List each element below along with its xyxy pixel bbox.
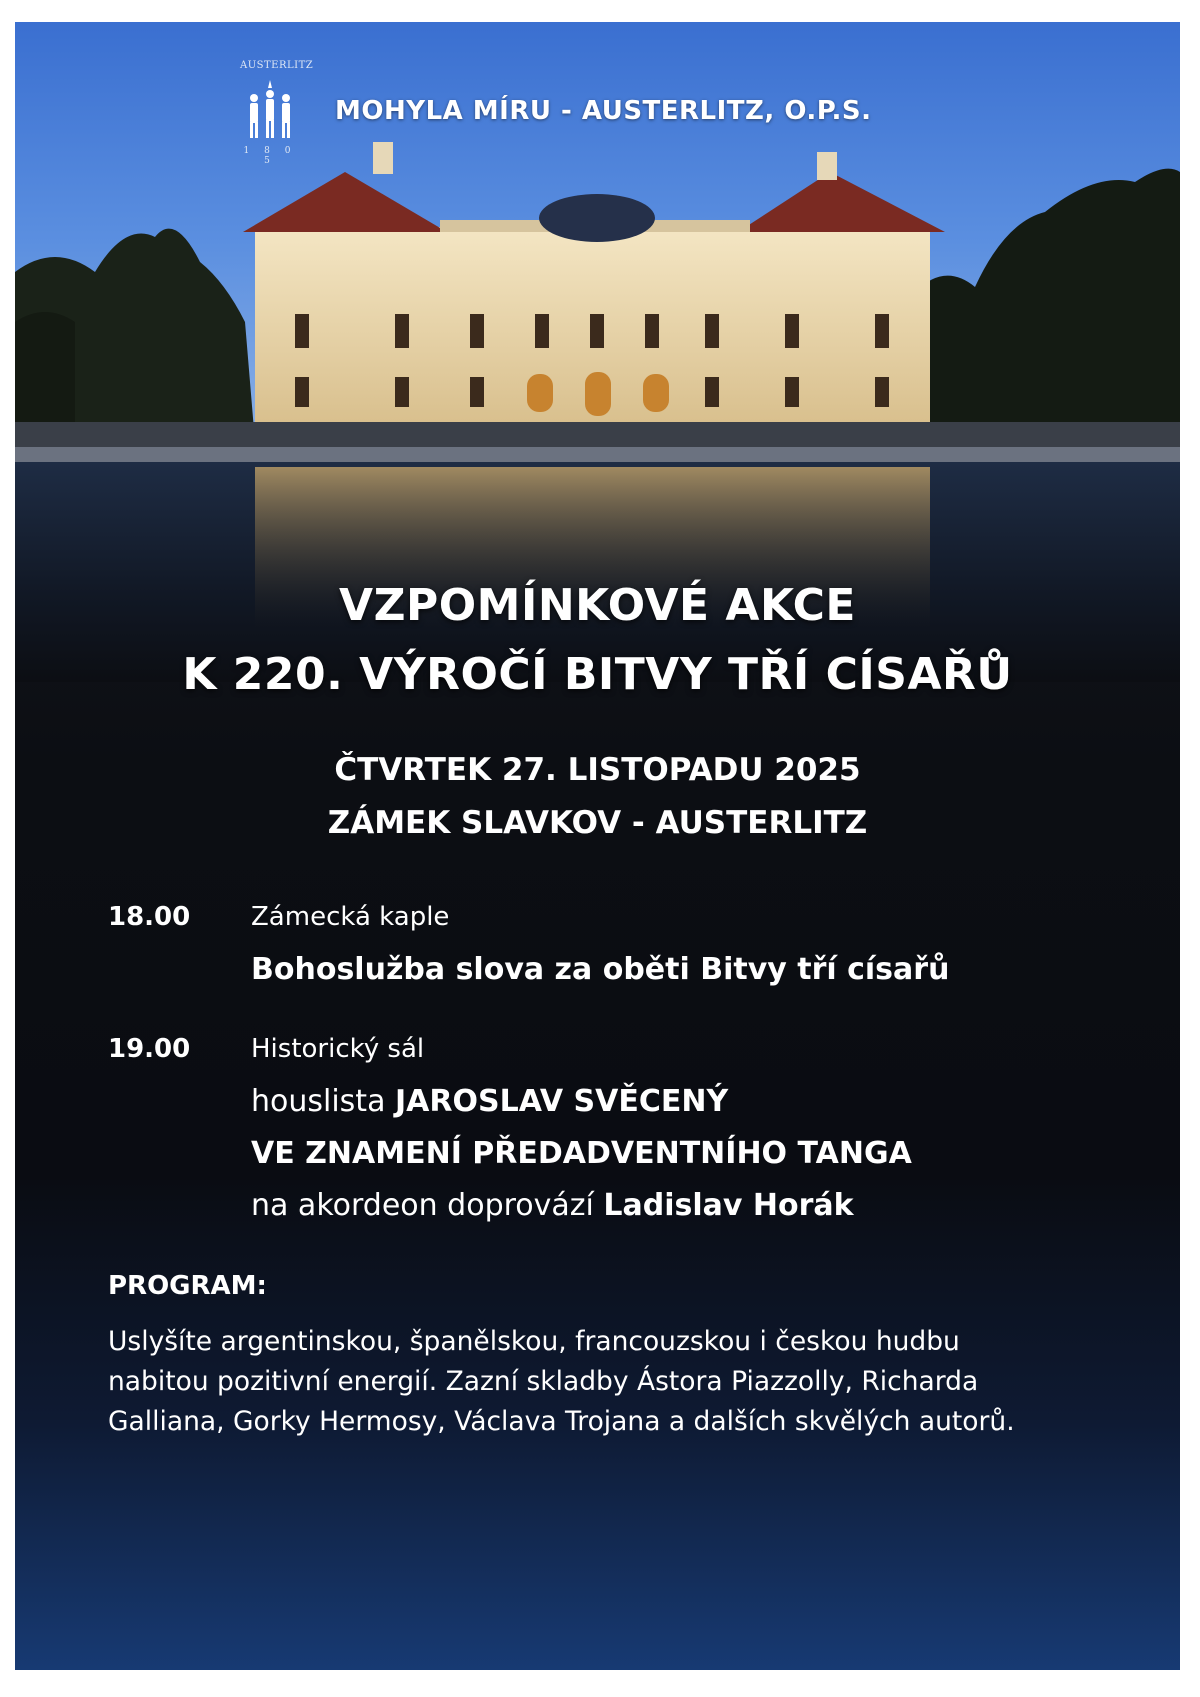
- soldiers-icon: [240, 76, 300, 146]
- event-2-accompaniment: [251, 1188, 854, 1223]
- event-2-concert-title: VE ZNAMENÍ PŘEDADVENTNÍHO TANGA: [251, 1136, 912, 1171]
- program-text: Uslyšíte argentinskou, španělskou, francouzskou i českou hudbu nabitou pozitivní energií. Zazní skladby Ástora Piazzolly, Richarda Galliana, Gorky Hermosy, Václava Trojana a dalších skvělých autorů.: [108, 1326, 1015, 1437]
- event-1-time: 18.00: [108, 902, 191, 932]
- title-line-2: K 220. VÝROČÍ BITVY TŘÍ CÍSAŘŮ: [182, 649, 1013, 700]
- event-2-venue: Historický sál: [251, 1034, 425, 1064]
- event-1-description: Bohoslužba slova za oběti Bitvy tří císařů: [251, 952, 950, 987]
- performer-name: JAROSLAV SVĚCENÝ: [395, 1084, 729, 1119]
- poster: [15, 22, 1180, 1670]
- performer-prefix: houslista: [251, 1084, 395, 1119]
- accompaniment-name: Ladislav Horák: [603, 1188, 854, 1223]
- austerlitz-logo: [240, 60, 314, 166]
- event-date: ČTVRTEK 27. LISTOPADU 2025: [334, 752, 861, 788]
- logo-brand-text: AUSTERLITZ: [240, 60, 314, 71]
- event-2-time: 19.00: [108, 1034, 191, 1064]
- event-1-venue: Zámecká kaple: [251, 902, 450, 932]
- event-2-performer: [251, 1084, 728, 1119]
- accompaniment-prefix: na akordeon doprovází: [251, 1188, 604, 1223]
- organization-name: MOHYLA MÍRU - AUSTERLITZ, O.P.S.: [335, 96, 872, 126]
- program-heading: PROGRAM:: [108, 1271, 267, 1301]
- title-line-1: VZPOMÍNKOVÉ AKCE: [339, 580, 856, 631]
- event-place: ZÁMEK SLAVKOV - AUSTERLITZ: [327, 805, 868, 841]
- logo-year-text: 1 8 0 5: [243, 146, 297, 166]
